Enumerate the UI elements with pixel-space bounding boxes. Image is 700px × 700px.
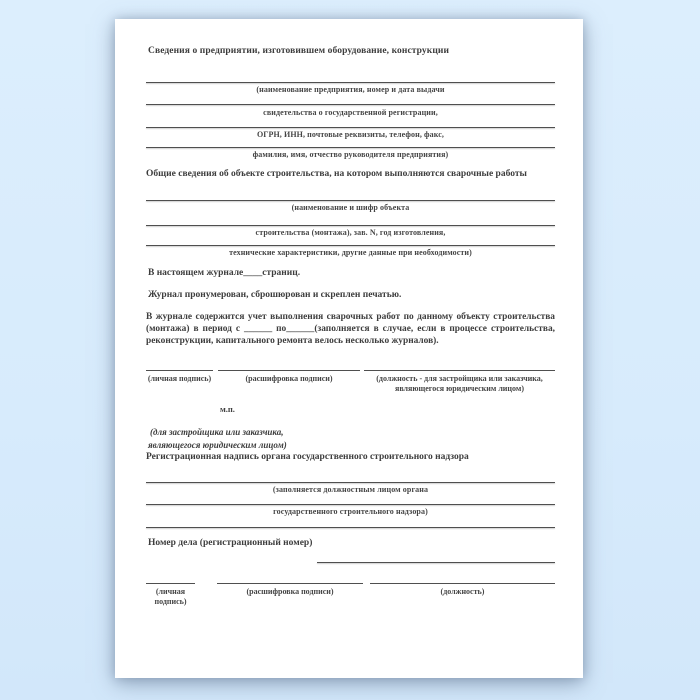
- fill-line: [146, 127, 555, 128]
- fill-line: [146, 82, 555, 83]
- document-sheet: [115, 19, 583, 678]
- position-field: (должность - для застройщика или заказчика, являющегося юридическим лицом): [364, 370, 555, 393]
- case-number-label: Номер дела (регистрационный номер): [148, 538, 313, 548]
- fill-line: [146, 225, 555, 226]
- fill-line: [146, 200, 555, 201]
- fill-line-caption: технические характеристики, другие данные при необходимости): [229, 248, 472, 257]
- pages-count-line: В настоящем журнале____страниц.: [148, 268, 301, 278]
- journal-bound-line: Журнал пронумерован, сброшюрован и скреплен печатью.: [148, 290, 402, 300]
- fill-line: [146, 482, 555, 483]
- fill-line-caption: (заполняется должностным лицом органа: [272, 485, 429, 494]
- fill-line-caption: фамилия, имя, отчество руководителя предприятия): [252, 150, 449, 159]
- fill-line: [146, 104, 555, 105]
- fill-line-caption: государственного строительного надзора): [273, 507, 428, 516]
- signature-block-2: [146, 583, 555, 606]
- fill-line-caption: строительства (монтажа), зав. N, год изготовления,: [255, 228, 446, 237]
- personal-signature-field: (личная подпись): [146, 370, 213, 393]
- case-number-fill-line: [317, 562, 555, 563]
- personal-signature-field: (личная подпись): [146, 583, 195, 606]
- italic-note-line-1: (для застройщика или заказчика,: [150, 427, 284, 437]
- position-field: (должность): [370, 583, 555, 606]
- period-paragraph: В журнале содержится учет выполнения сварочных работ по данному объекту строительства (монтажа) в период с ______ по______(заполняется в случае, если в процессе строительства, реконструкции, капитального ремонта велось несколько журналов).: [146, 312, 555, 346]
- fill-line: [146, 147, 555, 148]
- signature-block-1: [146, 370, 555, 393]
- fill-line: [146, 245, 555, 246]
- fill-line: [146, 504, 555, 505]
- fill-line-caption: свидетельства о государственной регистрации,: [263, 108, 438, 117]
- section-registration-title: Регистрационная надпись органа государственного строительного надзора: [146, 452, 469, 462]
- signature-transcript-field: (расшифровка подписи): [217, 583, 363, 606]
- seal-place-mark: м.п.: [220, 404, 235, 414]
- section-object-title: Общие сведения об объекте строительства, на котором выполняются сварочные работы: [146, 169, 527, 179]
- fill-line-caption: (наименование предприятия, номер и дата выдачи: [256, 85, 445, 94]
- signature-transcript-field: (расшифровка подписи): [218, 370, 360, 393]
- italic-note-line-2: являющегося юридическим лицом): [148, 440, 287, 450]
- fill-line: [146, 527, 555, 528]
- fill-line-caption: ОГРН, ИНН, почтовые реквизиты, телефон, факс,: [256, 130, 445, 139]
- fill-line-caption: (наименование и шифр объекта: [291, 203, 410, 212]
- section-manufacturer-title: Сведения о предприятии, изготовившем оборудование, конструкции: [148, 46, 450, 56]
